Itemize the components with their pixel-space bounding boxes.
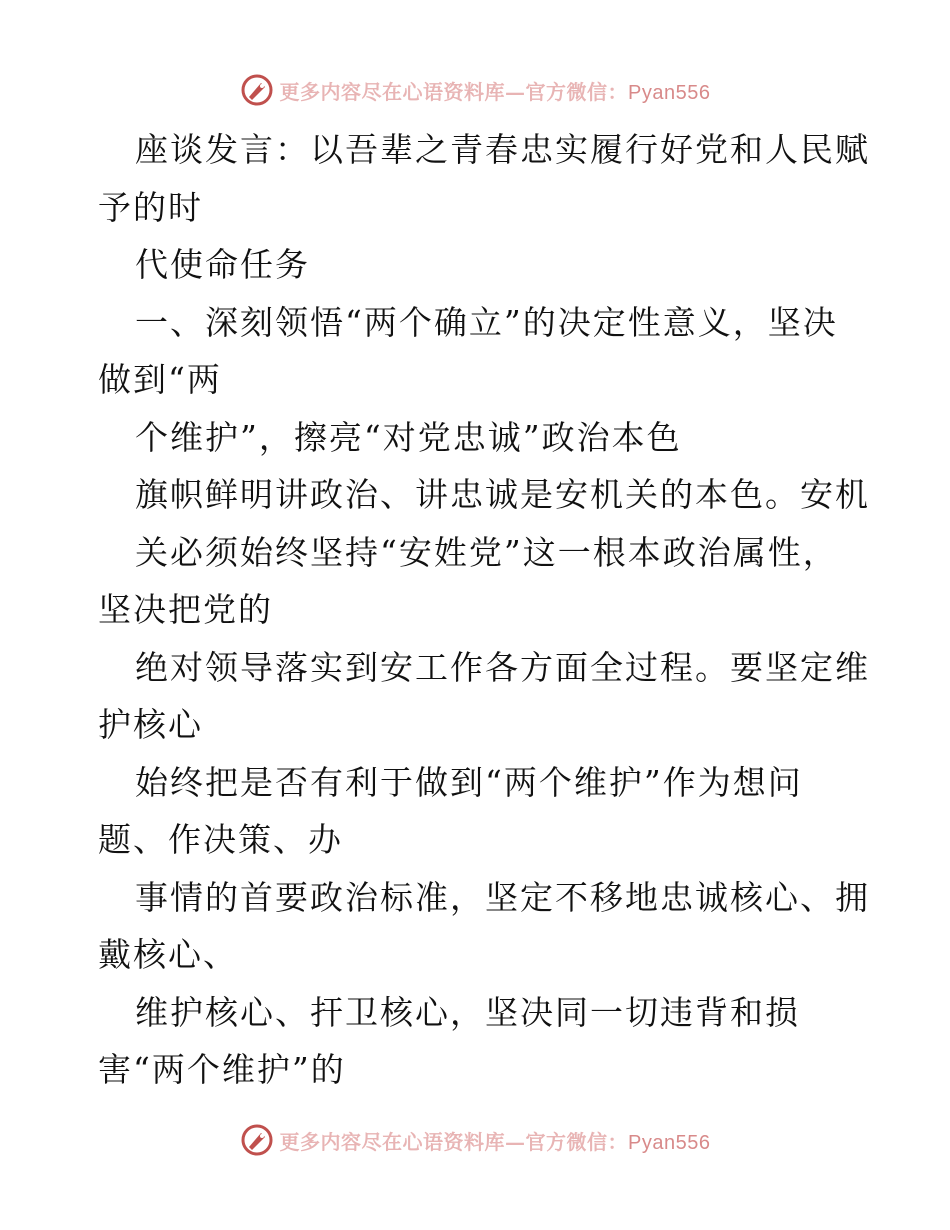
text-line: 题、作决策、办 bbox=[98, 820, 343, 859]
footer-watermark bbox=[0, 1120, 950, 1160]
header-watermark bbox=[0, 70, 950, 110]
text-line: 一、深刻领悟“两个确立”的决定性意义，坚决 bbox=[135, 302, 838, 342]
pen-nib-logo-icon bbox=[240, 1123, 274, 1157]
text-line: 关必须始终坚持“安姓党”这一根本政治属性， bbox=[135, 532, 838, 572]
pen-nib-logo-icon bbox=[240, 73, 274, 107]
watermark-text: 更多内容尽在心语资料库—官方微信：Pyan556 bbox=[279, 79, 711, 104]
text-line: 旗帜鲜明讲政治、讲忠诚是安机关的本色。安机 bbox=[135, 475, 870, 514]
text-line: 始终把是否有利于做到“两个维护”作为想问 bbox=[135, 762, 803, 802]
text-line: 事情的首要政治标准，坚定不移地忠诚核心、拥 bbox=[135, 877, 870, 917]
text-line: 做到“两 bbox=[98, 360, 222, 399]
watermark-text: 更多内容尽在心语资料库—官方微信：Pyan556 bbox=[279, 1129, 711, 1154]
text-line: 维护核心、扞卫核心，坚决同一切违背和损 bbox=[135, 992, 800, 1032]
text-line: 害“两个维护”的 bbox=[98, 1050, 346, 1089]
text-line: 个维护”，擦亮“对党忠诚”政治本色 bbox=[135, 417, 682, 457]
text-line: 予的时 bbox=[98, 187, 203, 227]
text-line: 代使命任务 bbox=[135, 245, 310, 284]
text-line: 绝对领导落实到安工作各方面全过程。要坚定维 bbox=[135, 647, 870, 687]
text-line: 坚决把党的 bbox=[98, 590, 273, 629]
text-line: 座谈发言：以吾辈之青春忠实履行好党和人民赋 bbox=[135, 130, 870, 169]
text-line: 戴核心、 bbox=[98, 935, 238, 974]
text-line: 护核心 bbox=[98, 705, 203, 744]
document-body bbox=[98, 121, 870, 1099]
